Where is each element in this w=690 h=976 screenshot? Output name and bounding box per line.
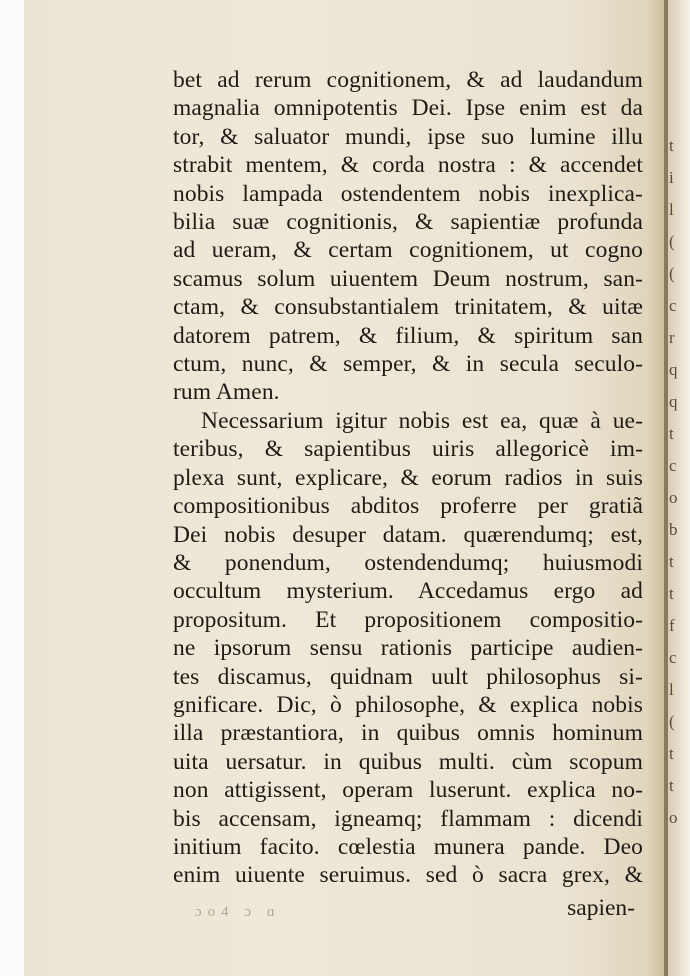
adjacent-page-letter: q	[669, 360, 678, 379]
text-line: ctam, & consubstantialem trinitatem, & uitæ	[173, 294, 643, 321]
text-line: ad ueram, & certam cognitionem, ut cogno	[173, 237, 643, 264]
adjacent-page-letter: t	[669, 136, 674, 155]
adjacent-page-letter: r	[669, 328, 675, 347]
adjacent-page-letter: b	[669, 520, 678, 539]
adjacent-page-letter: t	[669, 744, 674, 763]
adjacent-page-letter: t	[669, 584, 674, 603]
adjacent-page-letter: t	[669, 552, 674, 571]
adjacent-page-letter: c	[669, 456, 677, 475]
text-line: bis accensam, igneamq; flammam : dicendi	[173, 805, 643, 832]
text-line: strabit mentem, & corda nostra : & accendet	[173, 152, 643, 179]
text-line: non attigissent, operam luserunt. explica no-	[173, 777, 643, 804]
adjacent-page-letter: c	[669, 296, 677, 315]
adjacent-page-letter: t	[669, 424, 674, 443]
text-line: uita uersatur. in quibus multi. cùm scopum	[173, 748, 643, 775]
text-line: propositum. Et propositionem compositio-	[173, 606, 643, 633]
text-line: occultum mysterium. Accedamus ergo ad	[173, 578, 643, 605]
adjacent-page-letter: f	[669, 616, 675, 635]
text-line: scamus solum uiuentem Deum nostrum, san-	[173, 265, 643, 292]
text-line: datorem patrem, & filium, & spiritum san	[173, 322, 643, 349]
page-text-block	[173, 66, 643, 890]
text-line: tes discamus, quidnam uult philosophus si-	[173, 663, 643, 690]
adjacent-page-letter: i	[669, 168, 674, 187]
bleed-through-text: ɔo4 ɔ ɑ	[195, 904, 281, 920]
text-line: ctum, nunc, & semper, & in secula seculo-	[173, 351, 643, 378]
text-line: initium facito. cœlestia munera pande. Deo	[173, 833, 643, 860]
text-line: gnificare. Dic, ò philosophe, & explica nobis	[173, 691, 643, 718]
adjacent-page-text	[669, 130, 687, 834]
adjacent-page-letter: q	[669, 392, 678, 411]
adjacent-page-letter: (	[669, 232, 675, 251]
adjacent-page-letter: o	[669, 488, 678, 507]
adjacent-page-letter: t	[669, 776, 674, 795]
adjacent-page-letter: l	[669, 680, 674, 699]
text-line: bilia suæ cognitionis, & sapientiæ profunda	[173, 209, 643, 236]
text-line: illa præstantiora, in quibus omnis hominum	[173, 720, 643, 747]
catchword: sapien-	[567, 895, 635, 921]
text-line: bet ad rerum cognitionem, & ad laudandum	[173, 67, 643, 93]
text-line: Dei nobis desuper datam. quærendumq; est,	[173, 521, 643, 548]
text-line: Necessarium igitur nobis est ea, quæ à ue-	[201, 407, 643, 434]
text-line: magnalia omnipotentis Dei. Ipse enim est da	[173, 95, 643, 122]
adjacent-page-letter: (	[669, 712, 675, 731]
text-line: rum Amen.	[173, 379, 280, 406]
adjacent-page-letter: l	[669, 200, 674, 219]
adjacent-page-letter: c	[669, 648, 677, 667]
text-line: & ponendum, ostendendumq; huiusmodi	[173, 549, 643, 576]
text-line: nobis lampada ostendentem nobis inexplica-	[173, 180, 643, 207]
adjacent-page-letter: o	[669, 808, 678, 827]
adjacent-page-letter: (	[669, 264, 675, 283]
text-line: compositionibus abditos proferre per gratiã	[173, 493, 643, 520]
text-line: plexa sunt, explicare, & eorum radios in suis	[173, 464, 643, 491]
text-line: teribus, & sapientibus uiris allegoricè im-	[173, 436, 643, 463]
text-line: enim uiuente seruimus. sed ò sacra grex, &	[173, 862, 643, 889]
text-line: tor, & saluator mundi, ipse suo lumine illu	[173, 123, 643, 150]
text-line: ne ipsorum sensu rationis participe audien-	[173, 635, 643, 662]
